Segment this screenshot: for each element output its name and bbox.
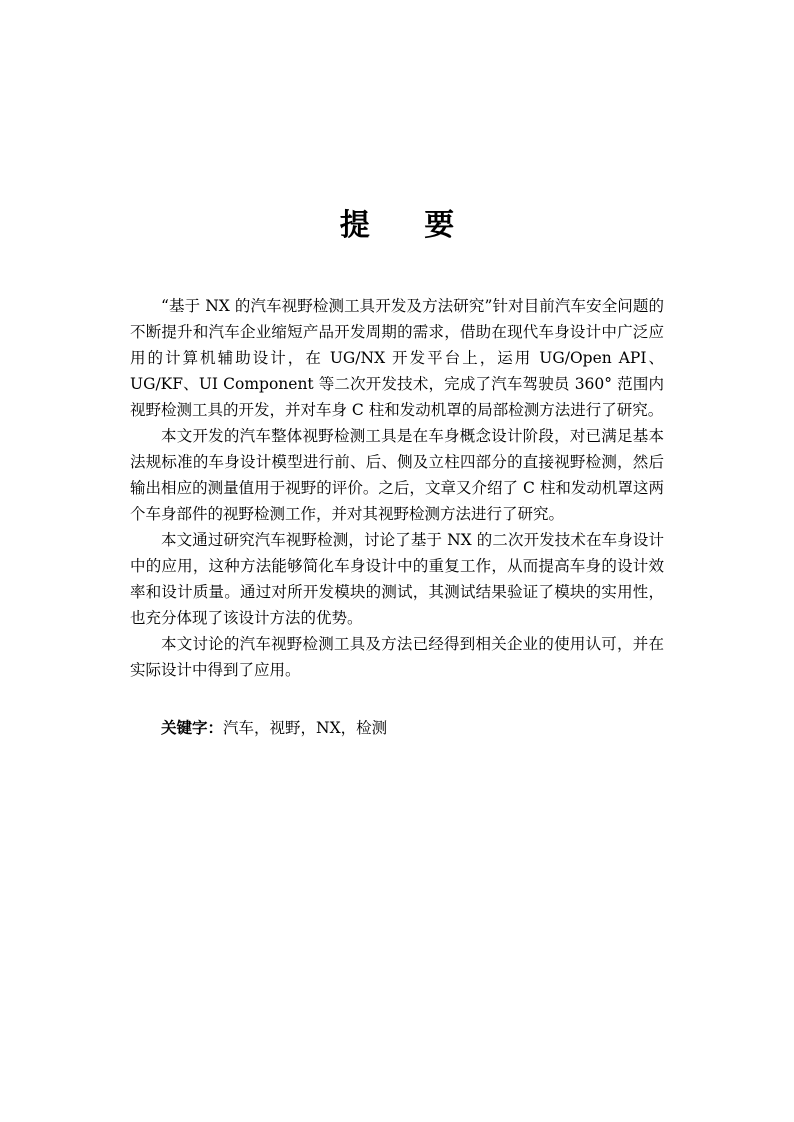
abstract-paragraph-4: 本文讨论的汽车视野检测工具及方法已经得到相关企业的使用认可，并在实际设计中得到了应用。 <box>130 635 664 679</box>
abstract-paragraph-2: 本文开发的汽车整体视野检测工具是在车身概念设计阶段，对已满足基本法规标准的车身设计模型进行前、后、侧及立柱四部分的直接视野检测，然后输出相应的测量值用于视野的评价。之后，文章又介绍了 C 柱和发动机罩这两个车身部件的视野检测工作，并对其视野检测方法进行了研究。 <box>130 427 664 523</box>
page-title: 提 要 <box>339 208 477 244</box>
abstract-body <box>130 293 664 683</box>
abstract-paragraph-3: 本文通过研究汽车视野检测，讨论了基于 NX 的二次开发技术在车身设计中的应用，这种方法能够简化车身设计中的重复工作，从而提高车身的设计效率和设计质量。通过对所开发模块的测试，其测试结果验证了模块的实用性， 也充分体现了该设计方法的优势。 <box>130 531 664 627</box>
keywords-label: 关键字： <box>161 718 224 737</box>
keywords-value: 汽车，视野，NX，检测 <box>223 719 388 737</box>
keywords-line <box>161 716 387 740</box>
abstract-paragraph-1: “基于 NX 的汽车视野检测工具开发及方法研究”针对目前汽车安全问题的不断提升和汽车企业缩短产品开发周期的需求，借助在现代车身设计中广泛应用的计算机辅助设计，在 UG/NX 开发平台上，运用 UG/Open API、UG/KF、UI Component 等二次开发技术，完成了汽车驾驶员 360° 范围内视野检测工具的开发，并对车身 C 柱和发动机罩的局部检测方法进行了研究。 <box>130 297 664 419</box>
